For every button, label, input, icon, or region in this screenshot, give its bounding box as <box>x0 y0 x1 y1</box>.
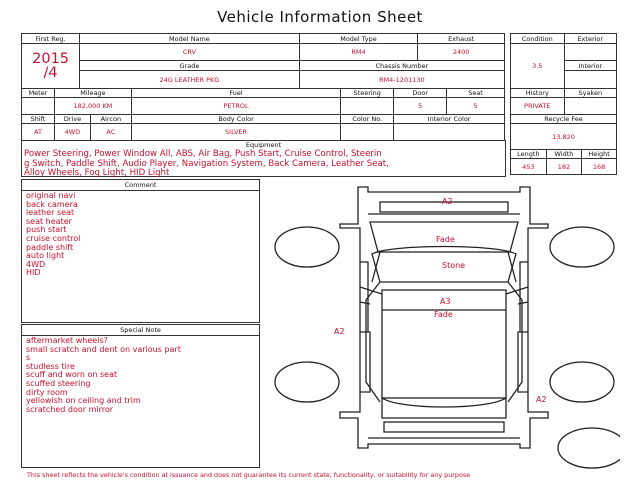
model-type-label: Model Type <box>299 34 418 44</box>
special-note-label: Special Note <box>22 325 259 336</box>
comment-item: auto light <box>26 251 65 261</box>
special-note-item: studless tire <box>26 361 75 371</box>
shift-label: Shift <box>22 115 55 124</box>
first-reg-month: /4 <box>43 65 58 81</box>
equipment-text <box>24 150 514 179</box>
comment-label: Comment <box>22 180 259 191</box>
steering-value <box>341 98 394 115</box>
condition-table <box>510 33 617 89</box>
comment-item: cruise control <box>26 233 81 243</box>
mileage-value: 182,000 KM <box>54 98 131 115</box>
shift-value: AT <box>22 124 55 141</box>
height-value: 168 <box>582 159 617 175</box>
aircon-value: AC <box>90 124 131 141</box>
recycle-fee-value: 13,820 <box>511 124 617 150</box>
door-value: 5 <box>394 98 447 115</box>
special-note-item: s <box>26 353 31 363</box>
history-table <box>510 88 617 115</box>
color-no-label: Color No. <box>341 115 394 124</box>
interior-color-label: Interior Color <box>394 115 505 124</box>
recycle-table <box>510 114 617 175</box>
wheel-front-right <box>550 227 614 267</box>
history-label: History <box>511 89 565 98</box>
shift-table <box>21 114 505 141</box>
equipment-label: Equipment <box>245 141 282 149</box>
vehicle-info-table <box>21 33 505 89</box>
damage-front: A2 <box>442 197 453 206</box>
first-reg-label: First Reg. <box>22 34 80 44</box>
comment-item: leather seat <box>26 208 75 218</box>
chassis-number-label: Chassis Number <box>299 61 504 71</box>
comment-list <box>26 192 80 278</box>
disclaimer-footer: This sheet reflects the vehicle's condition at issuance and does not guarantee its current state, functionality, or suitability for any purpose <box>27 471 471 479</box>
seat-value: 5 <box>447 98 505 115</box>
fuel-label: Fuel <box>131 89 340 98</box>
damage-left-side: A2 <box>334 327 345 336</box>
body-color-label: Body Color <box>131 115 340 124</box>
rear-bumper <box>384 422 504 432</box>
special-note-item: yellowish on ceiling and trim <box>26 396 141 406</box>
model-name-value: CRV <box>80 44 300 61</box>
meter-value <box>22 98 55 115</box>
fuel-value: PETROL <box>131 98 340 115</box>
seat-label: Seat <box>447 89 505 98</box>
recycle-fee-label: Recycle Fee <box>511 115 617 124</box>
length-label: Length <box>511 150 547 159</box>
color-no-value <box>341 124 394 141</box>
meter-table <box>21 88 505 115</box>
damage-roof-fade: Fade <box>434 310 453 319</box>
special-note-item: scratched door mirror <box>26 404 114 414</box>
left-side-panels <box>360 262 382 392</box>
exterior-value <box>564 44 616 61</box>
comment-item: seat heater <box>26 216 72 226</box>
comment-box <box>21 179 260 323</box>
model-name-label: Model Name <box>80 34 300 44</box>
special-note-item: dirty room <box>26 387 68 397</box>
equipment-line: Alloy Wheels, Fog Light, HID Light <box>24 168 170 178</box>
equipment-line: g Switch, Paddle Shift, Audio Player, Navigation System, Back Camera, Leather Seat, <box>24 158 389 169</box>
damage-rear-right: A2 <box>536 395 547 404</box>
special-note-list <box>26 337 181 414</box>
condition-value: 3.5 <box>511 44 565 89</box>
car-damage-diagram <box>270 182 620 470</box>
door-label: Door <box>394 89 447 98</box>
special-note-item: aftermarket wheels? <box>26 336 108 345</box>
comment-item: HID <box>26 268 41 278</box>
comment-item: paddle shift <box>26 242 74 252</box>
interior-label: Interior <box>564 61 616 71</box>
grade-value: 24G LEATHER PKG <box>80 71 300 89</box>
exhaust-value: 2400 <box>418 44 505 61</box>
first-reg-value <box>22 44 80 89</box>
mileage-label: Mileage <box>54 89 131 98</box>
roof-outline <box>382 290 506 398</box>
chassis-number-value: RM4-1201130 <box>299 71 504 89</box>
spare-wheel <box>558 428 620 468</box>
rear-window-outline <box>382 398 506 418</box>
right-side-panels <box>506 262 528 392</box>
comment-item: back camera <box>26 199 78 209</box>
body-color-value: SILVER <box>131 124 340 141</box>
wheel-rear-left <box>275 362 339 402</box>
wheel-front-left <box>275 227 339 267</box>
length-value: 453 <box>511 159 547 175</box>
equipment-line: Power Steering, Power Window All, ABS, Air Bag, Push Start, Cruise Control, Steerin <box>24 149 382 159</box>
exhaust-label: Exhaust <box>418 34 505 44</box>
height-label: Height <box>582 150 617 159</box>
special-note-box <box>21 324 260 468</box>
history-value: PRIVATE <box>511 98 565 115</box>
comment-item: push start <box>26 225 67 235</box>
comment-item: 4WD <box>26 259 46 269</box>
comment-item: original navi <box>26 191 76 200</box>
interior-value <box>564 71 616 89</box>
syaken-label: Syaken <box>564 89 616 98</box>
width-value: 182 <box>546 159 581 175</box>
exterior-label: Exterior <box>564 34 616 44</box>
model-type-value: RM4 <box>299 44 418 61</box>
damage-hood: Fade <box>436 235 455 244</box>
steering-label: Steering <box>341 89 394 98</box>
damage-windshield: Stone <box>442 261 466 270</box>
width-label: Width <box>546 150 581 159</box>
aircon-label: Aircon <box>90 115 131 124</box>
interior-color-value <box>394 124 505 141</box>
grade-label: Grade <box>80 61 300 71</box>
drive-value: 4WD <box>54 124 90 141</box>
special-note-item: scuff and worn on seat <box>26 370 118 380</box>
damage-roof-a3: A3 <box>440 297 451 306</box>
wheel-rear-right <box>550 362 614 402</box>
first-reg-year: 2015 <box>32 51 70 67</box>
syaken-value <box>564 98 616 115</box>
special-note-item: small scratch and dent on various part <box>26 344 181 354</box>
meter-label: Meter <box>22 89 55 98</box>
condition-label: Condition <box>511 34 565 44</box>
page-title: Vehicle Information Sheet <box>217 8 423 26</box>
special-note-item: scuffed steering <box>26 378 91 388</box>
drive-label: Drive <box>54 115 90 124</box>
